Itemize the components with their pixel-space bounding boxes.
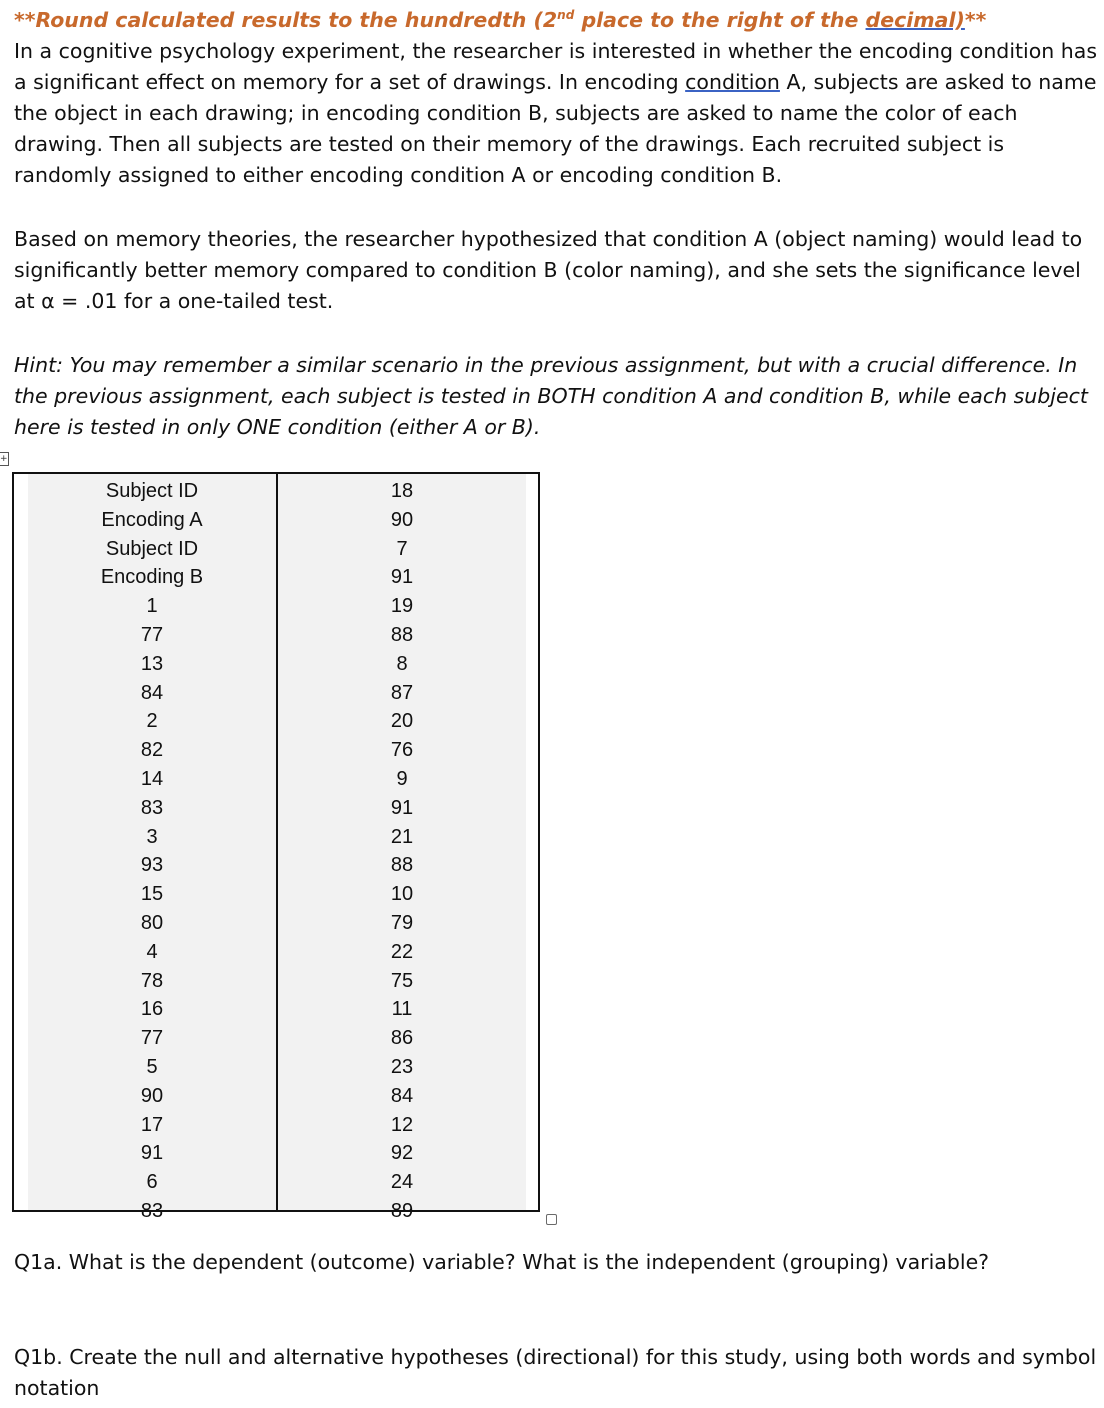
table-cell: 12 — [390, 1113, 414, 1136]
table-cell: 87 — [390, 681, 414, 704]
table-cell: 24 — [390, 1171, 414, 1194]
scenario-paragraph — [14, 36, 1100, 191]
table-cell: 16 — [140, 998, 164, 1021]
table-cell: 8 — [396, 652, 408, 675]
table-cell: 23 — [390, 1055, 414, 1078]
table-resize-handle-icon[interactable] — [546, 1214, 557, 1225]
table-cell: 4 — [146, 940, 158, 963]
table-cell: 13 — [140, 652, 164, 675]
table-cell: Subject ID — [105, 480, 199, 502]
table-cell: 2 — [146, 710, 158, 733]
table-column-right — [278, 474, 540, 1222]
table-cell: 6 — [146, 1171, 158, 1194]
table-cell: 83 — [140, 796, 164, 819]
table-cell: 90 — [390, 508, 414, 531]
table-cell: 19 — [390, 595, 414, 618]
spellcheck-underlined-word: condition — [685, 70, 780, 94]
table-cell: 83 — [140, 1199, 164, 1222]
table-cell: 78 — [140, 969, 164, 992]
table-cell: 17 — [140, 1113, 164, 1136]
table-move-handle-icon[interactable]: + — [0, 454, 8, 464]
table-cell: 91 — [390, 796, 414, 819]
table-cell: 20 — [390, 710, 414, 733]
note-text: **Round calculated results to the hundredth (2 — [14, 8, 558, 32]
table-cell: 89 — [390, 1199, 414, 1222]
table-cell: 90 — [140, 1084, 164, 1107]
table-cell: 10 — [390, 883, 414, 906]
table-cell: 76 — [390, 739, 414, 762]
table-cell: Encoding A — [101, 508, 203, 531]
table-cell: 18 — [390, 480, 414, 502]
table-cell: 84 — [140, 681, 164, 704]
table-cell: 84 — [390, 1084, 414, 1107]
table-column-left — [14, 474, 278, 1222]
table-cell: 14 — [140, 767, 164, 790]
question-1b: Q1b. Create the null and alternative hypotheses (directional) for this study, using both words and symbol notation — [14, 1345, 1097, 1400]
note-text-middle: place to the right of the — [574, 8, 866, 32]
table-cell: 91 — [390, 566, 414, 589]
table-cell: 88 — [390, 854, 414, 877]
table-cell: 80 — [140, 911, 164, 934]
table-cell: 77 — [140, 1027, 164, 1050]
table-cell: 75 — [390, 969, 414, 992]
rounding-note — [14, 5, 1100, 36]
table-cell: Encoding B — [100, 566, 204, 589]
scenario-text-end: A, subjects are asked to name the object in each drawing; in encoding condition B, subjects are asked to name the color of each drawing. Then all subjects are tested on their memory of the drawings. Each recruited subject is randomly assigned to either encoding condition A or encoding condition B. — [14, 70, 1097, 187]
note-superscript: nd — [557, 8, 575, 22]
table-cell: 7 — [396, 537, 408, 560]
table-cell: 9 — [396, 767, 408, 790]
table-cell: 93 — [140, 854, 164, 877]
table-cell: 1 — [146, 595, 158, 618]
table-cell: 82 — [140, 739, 164, 762]
table-cell: 3 — [146, 825, 158, 848]
table-cell: 92 — [390, 1142, 414, 1165]
spellcheck-underlined-word: decimal) — [865, 8, 965, 32]
table-cell: 21 — [390, 825, 414, 848]
table-cell: Subject ID — [105, 537, 199, 560]
hint-paragraph: Hint: You may remember a similar scenario in the previous assignment, but with a crucial difference. In the previous assignment, each subject is tested in BOTH condition A and condition B, while each subject here is tested in only ONE condition (either A or B). — [14, 353, 1088, 439]
table-cell: 15 — [140, 883, 164, 906]
table-cell: 79 — [390, 911, 414, 934]
table-cell: 5 — [146, 1055, 158, 1078]
table-cell: 86 — [390, 1027, 414, 1050]
scenario-text: In a cognitive psychology experiment, the researcher is interested in whether the encoding condition has a significant effect on memory for a set of drawings. In encoding — [14, 39, 1098, 94]
note-text-end: ** — [964, 8, 987, 32]
table-cell: 11 — [391, 998, 413, 1021]
question-1a: Q1a. What is the dependent (outcome) variable? What is the independent (grouping) variable? — [14, 1250, 990, 1274]
table-cell: 22 — [390, 940, 414, 963]
hypothesis-paragraph: Based on memory theories, the researcher hypothesized that condition A (object naming) would lead to significantly better memory compared to condition B (color naming), and she sets the significance level at α = .01 for a one-tailed test. — [14, 227, 1083, 313]
table-cell: 88 — [390, 623, 414, 646]
table-cell: 91 — [140, 1142, 164, 1165]
data-table — [12, 472, 540, 1222]
table-cell: 77 — [140, 623, 164, 646]
